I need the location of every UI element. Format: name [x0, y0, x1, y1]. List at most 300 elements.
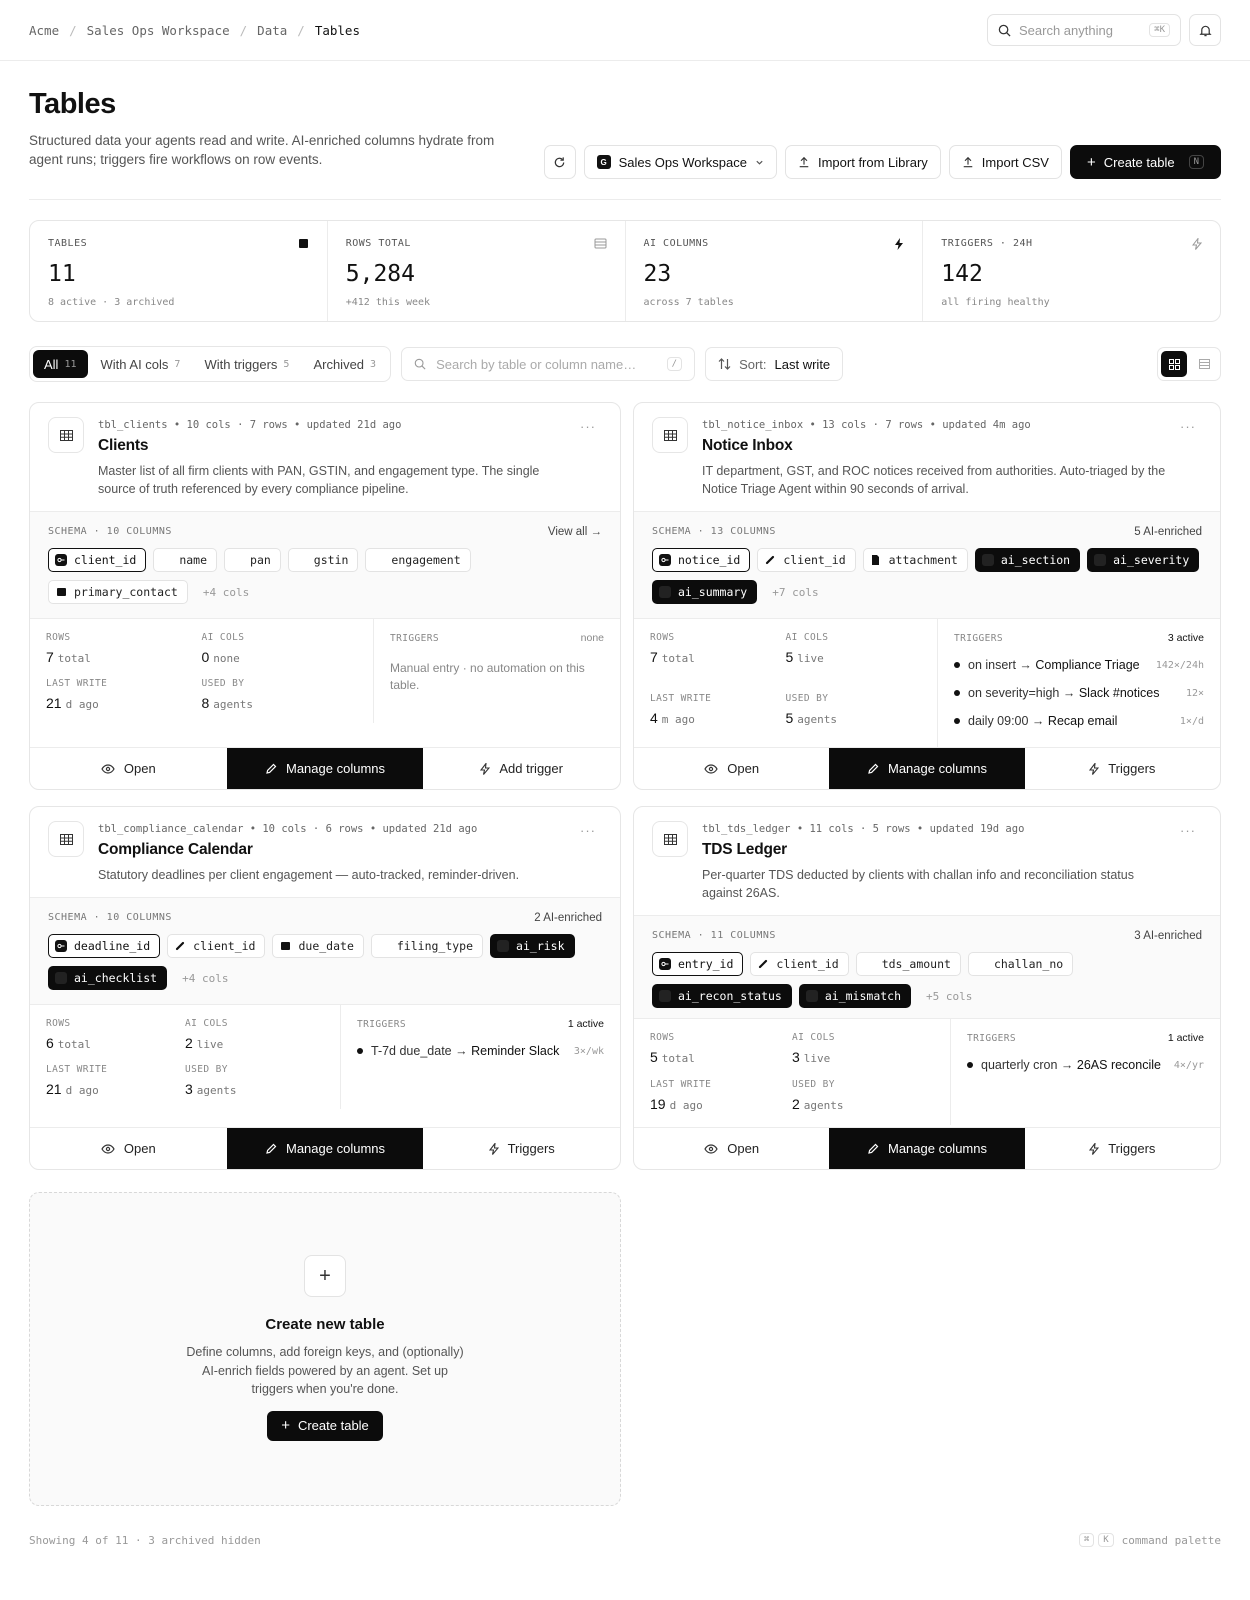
trigger-text — [968, 686, 1159, 700]
manage-columns-button[interactable] — [829, 1128, 1024, 1169]
column-chip[interactable] — [1087, 548, 1199, 572]
plus-icon: + — [281, 1417, 290, 1434]
upload-icon — [798, 156, 810, 168]
manage-columns-button[interactable] — [227, 748, 424, 789]
metric-number: 19 — [650, 1095, 666, 1112]
metric-label: USED BY — [792, 1078, 835, 1090]
schema-header — [48, 526, 602, 538]
table-search-input[interactable] — [401, 347, 695, 381]
text-icon — [160, 554, 172, 566]
ai-icon — [659, 990, 671, 1002]
filter-with-triggers[interactable] — [193, 350, 300, 378]
trigger-event: daily 09:00 → — [968, 714, 1045, 728]
column-chip[interactable] — [799, 984, 911, 1008]
file-icon — [870, 554, 882, 566]
ai-icon — [1094, 554, 1106, 566]
metric-value — [786, 649, 922, 665]
trigger-target: Reminder Slack — [471, 1044, 560, 1058]
sort-value: Last write — [774, 356, 831, 372]
metric-label: AI COLS — [201, 632, 245, 643]
key-icon — [659, 554, 671, 566]
more-options-icon[interactable]: ··· — [1180, 823, 1196, 838]
filter-count: 7 — [174, 358, 181, 370]
column-chips — [48, 548, 608, 604]
stat-sub: +412 this week — [345, 297, 431, 308]
metric-number: 5 — [785, 709, 794, 726]
page-header — [29, 88, 1221, 200]
cmd-key: ⌘ — [1079, 1533, 1094, 1547]
table-title[interactable]: TDS Ledger — [702, 841, 787, 858]
bolt-outline-icon — [1089, 1143, 1099, 1155]
text-icon — [863, 958, 875, 970]
filter-count: 11 — [64, 358, 77, 370]
list-view-button[interactable] — [1191, 351, 1217, 377]
metric-rows — [46, 1018, 185, 1051]
ai-icon — [55, 972, 67, 984]
bolt-outline-icon — [1089, 763, 1099, 775]
import-library-button[interactable] — [785, 145, 941, 179]
trigger-row[interactable] — [954, 714, 1204, 728]
search-icon — [998, 24, 1011, 37]
column-chip[interactable] — [750, 952, 848, 976]
plus-icon: + — [1086, 153, 1096, 171]
bolt-icon — [894, 238, 904, 250]
table-icon — [48, 821, 84, 857]
create-card-description: Define columns, add foreign keys, and (optionally) AI-enrich fields powered by an agent. Set up triggers when you're done. — [186, 1345, 464, 1396]
schema-summary[interactable]: View all → — [547, 526, 602, 538]
column-chip[interactable] — [652, 952, 743, 976]
breadcrumb-separator: / — [69, 22, 77, 38]
table-icon — [652, 417, 688, 453]
stat-label: TRIGGERS · 24H — [941, 238, 1033, 249]
metric-unit: total — [57, 1038, 91, 1051]
filter-label: With AI cols — [100, 356, 169, 372]
table-description: IT department, GST, and ROC notices received from authorities. Auto-triaged by the Notice Triage Agent within 90 seconds of arrival. — [702, 464, 1166, 496]
metric-unit: total — [661, 652, 695, 665]
triggers-count: 1 active — [567, 1018, 604, 1030]
status-dot — [954, 718, 960, 724]
triggers-button[interactable] — [423, 1128, 620, 1169]
metric-number: 3 — [185, 1081, 193, 1097]
column-name: due_date — [298, 939, 354, 953]
column-chip[interactable] — [652, 984, 792, 1008]
triggers-button-label: Triggers — [1108, 1141, 1156, 1156]
column-chip[interactable] — [48, 548, 146, 572]
triggers-count: 1 active — [1167, 1032, 1204, 1044]
breadcrumb-separator: / — [239, 22, 248, 38]
stat-value: 11 — [48, 261, 76, 287]
triggers-panel — [951, 1019, 1220, 1125]
import-library-label: Import from Library — [817, 154, 928, 170]
workspace-logo: G — [597, 155, 611, 169]
breadcrumb-item[interactable]: Data — [257, 22, 288, 38]
metric-label: LAST WRITE — [46, 678, 108, 689]
triggers-panel — [341, 1005, 620, 1109]
triggers-header — [357, 1018, 604, 1030]
filter-with-ai-cols[interactable] — [90, 350, 192, 378]
metric-number: 21 — [46, 695, 62, 711]
key-icon — [55, 940, 67, 952]
create-card-button[interactable] — [267, 1411, 383, 1441]
text-icon — [231, 554, 243, 566]
manage-columns-label: Manage columns — [887, 761, 987, 776]
metric-unit: agents — [797, 712, 838, 726]
triggers-button[interactable] — [1025, 748, 1220, 789]
stat-triggers — [923, 221, 1220, 321]
trigger-target: Recap email — [1047, 714, 1118, 728]
text-icon — [378, 940, 390, 952]
schema-header — [48, 912, 602, 924]
breadcrumb-item[interactable]: Acme — [29, 22, 60, 38]
status-dot — [967, 1062, 973, 1068]
metric-unit: total — [661, 1052, 695, 1065]
view-toggle — [1157, 347, 1221, 381]
triggers-header — [967, 1032, 1204, 1044]
column-name: tds_amount — [881, 957, 951, 971]
card-metrics — [30, 619, 620, 723]
stat-value: 23 — [643, 261, 672, 287]
metric-number: 0 — [201, 649, 210, 665]
triggers-count: none — [580, 632, 604, 644]
command-palette-label: command palette — [1121, 1533, 1221, 1547]
card-header — [30, 403, 620, 498]
sort-label: Sort: — [739, 356, 767, 372]
page-footer — [29, 1533, 1221, 1547]
metric-unit: m ago — [661, 712, 695, 726]
table-title[interactable]: Clients — [98, 437, 149, 454]
metrics-grid — [634, 1019, 951, 1125]
card-actions — [634, 747, 1220, 789]
metric-number: 5 — [650, 1049, 658, 1065]
column-chip[interactable] — [968, 952, 1073, 976]
metric-number: 3 — [792, 1049, 800, 1065]
table-title[interactable]: Compliance Calendar — [98, 841, 253, 858]
triggers-count: 3 active — [1167, 632, 1204, 644]
column-chip[interactable] — [652, 580, 757, 604]
metric-rows — [650, 632, 786, 680]
table-meta: tbl_tds_ledger • 11 cols · 5 rows • updated 19d ago — [702, 823, 1025, 835]
bell-icon — [1199, 24, 1212, 37]
chevron-down-icon — [755, 158, 764, 167]
metric-label: LAST WRITE — [46, 1064, 108, 1075]
metric-unit: total — [57, 652, 91, 665]
metric-value — [202, 649, 358, 665]
table-card — [29, 806, 621, 1170]
link-icon — [174, 940, 186, 952]
trigger-row[interactable] — [954, 658, 1204, 672]
open-button[interactable] — [634, 748, 829, 789]
metric-ai — [786, 632, 922, 680]
ai-icon — [982, 554, 994, 566]
table-card — [29, 402, 621, 790]
metric-value — [650, 1096, 792, 1112]
trigger-text — [968, 714, 1117, 728]
manage-columns-label: Manage columns — [887, 1141, 987, 1156]
column-chip[interactable] — [153, 548, 217, 572]
metric-rows — [46, 632, 202, 665]
header-actions — [544, 145, 1221, 179]
triggers-header — [954, 632, 1204, 644]
more-options-icon[interactable]: ··· — [580, 823, 596, 838]
trigger-row[interactable] — [357, 1044, 604, 1058]
metric-value — [202, 695, 358, 711]
metric-unit: agents — [196, 1084, 237, 1097]
metric-used-by — [786, 693, 922, 741]
workspace-label: Sales Ops Workspace — [618, 154, 747, 170]
column-name: filing_type — [396, 939, 474, 953]
pencil-icon — [265, 1143, 277, 1155]
shortcut-hint: / — [667, 357, 682, 371]
metric-unit: agents — [803, 1098, 844, 1112]
rows-icon — [594, 238, 607, 249]
metric-label: AI COLS — [785, 632, 829, 643]
metric-label: USED BY — [201, 678, 245, 689]
trigger-frequency: 4×/yr — [1173, 1059, 1204, 1071]
schema-label: SCHEMA · 13 COLUMNS — [652, 526, 776, 537]
create-card-title: Create new table — [265, 1316, 385, 1333]
shortcut-hint: N — [1189, 155, 1204, 169]
metric-value — [792, 1096, 934, 1112]
table-meta: tbl_compliance_calendar • 10 cols · 6 rows • updated 21d ago — [98, 823, 478, 835]
key-icon — [55, 554, 67, 566]
column-chip[interactable] — [167, 934, 265, 958]
column-name: primary_contact — [74, 585, 178, 599]
more-columns[interactable]: +4 cols — [202, 585, 250, 599]
filter-count: 3 — [370, 358, 377, 370]
metric-number: 7 — [650, 649, 658, 665]
stat-tables — [30, 221, 328, 321]
column-chip[interactable] — [224, 548, 281, 572]
sort-button[interactable] — [705, 347, 843, 381]
metric-last-write — [46, 678, 202, 711]
breadcrumb-current: Tables — [314, 22, 360, 38]
metrics-grid — [30, 619, 374, 723]
column-name: client_id — [74, 553, 137, 567]
column-chip[interactable] — [48, 580, 188, 604]
metric-unit: none — [213, 652, 240, 665]
metric-number: 7 — [46, 649, 54, 665]
search-placeholder: Search anything — [1019, 22, 1113, 38]
metric-label: ROWS — [46, 1018, 71, 1029]
column-chip[interactable] — [856, 952, 961, 976]
column-name: ai_risk — [516, 939, 565, 953]
column-chip[interactable] — [272, 934, 363, 958]
status-dot — [954, 662, 960, 668]
table-icon — [48, 417, 84, 453]
create-table-card[interactable] — [29, 1192, 621, 1506]
metric-label: USED BY — [185, 1064, 228, 1075]
metric-last-write — [46, 1064, 185, 1097]
trigger-row[interactable] — [967, 1058, 1204, 1072]
column-chip[interactable] — [288, 548, 359, 572]
column-name: ai_mismatch — [824, 989, 902, 1003]
more-columns[interactable]: +5 cols — [926, 989, 973, 1003]
trigger-text — [981, 1058, 1161, 1072]
column-name: attachment — [888, 553, 958, 567]
stat-sub: 8 active · 3 archived — [48, 297, 175, 308]
schema-summary: 5 AI-enriched — [1134, 526, 1202, 538]
column-chip[interactable] — [863, 548, 968, 572]
more-columns[interactable]: +4 cols — [182, 971, 229, 985]
trigger-event: T-7d due_date → — [371, 1044, 468, 1058]
workspace-select[interactable] — [584, 145, 777, 179]
metric-value — [46, 1081, 185, 1097]
schema-header — [652, 930, 1202, 942]
stat-ai-columns — [626, 221, 924, 321]
grid-view-button[interactable] — [1161, 351, 1187, 377]
card-header — [634, 807, 1220, 902]
column-chip[interactable] — [757, 548, 855, 572]
top-actions — [987, 14, 1221, 46]
stat-sub: across 7 tables — [643, 297, 734, 308]
create-table-label: Create table — [1103, 154, 1175, 170]
schema-summary: 3 AI-enriched — [1134, 930, 1202, 942]
shortcut-hint: ⌘K — [1149, 23, 1170, 37]
metric-unit: d ago — [669, 1098, 703, 1112]
open-label: Open — [727, 761, 760, 776]
pencil-icon — [867, 1143, 879, 1155]
metric-label: ROWS — [650, 632, 675, 643]
trigger-target: 26AS reconcile — [1076, 1058, 1161, 1072]
k-key: K — [1098, 1533, 1113, 1547]
refresh-icon — [553, 156, 566, 169]
metric-value — [786, 710, 922, 726]
column-chip[interactable] — [371, 934, 483, 958]
schema-label: SCHEMA · 10 COLUMNS — [48, 912, 172, 923]
metric-value — [650, 710, 786, 726]
metric-label: USED BY — [785, 692, 829, 704]
trigger-event: on insert → — [968, 658, 1032, 672]
refresh-button[interactable] — [544, 145, 576, 179]
breadcrumb — [29, 23, 360, 38]
column-chip[interactable] — [48, 934, 160, 958]
column-chip[interactable] — [652, 548, 750, 572]
table-card — [633, 806, 1221, 1170]
triggers-label: TRIGGERS — [967, 1032, 1016, 1044]
triggers-empty: Manual entry · no automation on this table. — [390, 661, 585, 692]
card-metrics — [634, 1019, 1220, 1125]
metric-number: 2 — [792, 1095, 800, 1112]
column-chips — [652, 952, 1212, 1008]
manage-columns-button[interactable] — [829, 748, 1024, 789]
metric-number: 5 — [785, 649, 794, 665]
text-icon — [975, 958, 987, 970]
metric-label: LAST WRITE — [650, 692, 712, 704]
import-csv-button[interactable] — [949, 145, 1062, 179]
column-name: gstin — [313, 553, 349, 567]
filter-archived[interactable] — [302, 350, 387, 378]
link-icon — [757, 958, 769, 970]
metric-value — [185, 1035, 324, 1051]
more-options-icon[interactable]: ··· — [580, 419, 596, 434]
metric-used-by — [185, 1064, 324, 1097]
eye-icon — [101, 1144, 115, 1154]
manage-columns-label: Manage columns — [286, 1141, 385, 1156]
column-chip[interactable] — [975, 548, 1080, 572]
triggers-button[interactable] — [423, 748, 620, 789]
open-label: Open — [727, 1141, 760, 1156]
schema-summary: 2 AI-enriched — [534, 912, 602, 924]
triggers-label: TRIGGERS — [357, 1018, 406, 1030]
column-chip[interactable] — [365, 548, 470, 572]
notifications-button[interactable] — [1189, 14, 1221, 46]
ai-icon — [806, 990, 818, 1002]
column-name: challan_no — [993, 957, 1064, 971]
search-placeholder: Search by table or column name… — [436, 356, 637, 372]
manage-columns-button[interactable] — [227, 1128, 424, 1169]
metric-number: 8 — [201, 695, 210, 711]
triggers-panel — [938, 619, 1220, 753]
column-name: client_id — [776, 957, 839, 971]
square-icon — [298, 238, 309, 249]
trigger-row[interactable] — [954, 686, 1204, 700]
triggers-header — [390, 632, 604, 644]
card-actions — [634, 1127, 1220, 1169]
bolt-outline-icon — [489, 1143, 499, 1155]
card-actions — [30, 747, 620, 789]
open-button[interactable] — [30, 1128, 227, 1169]
column-name: pan — [250, 553, 271, 567]
eye-icon — [704, 764, 718, 774]
open-button[interactable] — [634, 1128, 829, 1169]
metric-label: LAST WRITE — [650, 1078, 712, 1090]
more-columns[interactable]: +7 cols — [772, 585, 819, 599]
open-button[interactable] — [30, 748, 227, 789]
sort-icon — [718, 358, 731, 370]
metric-label: ROWS — [46, 632, 71, 643]
column-name: ai_recon_status — [678, 989, 782, 1003]
column-name: ai_section — [1000, 553, 1071, 567]
filter-bar — [29, 346, 1221, 382]
schema-header — [652, 526, 1202, 538]
more-options-icon[interactable]: ··· — [1180, 419, 1196, 434]
metric-ai — [792, 1032, 934, 1066]
triggers-button[interactable] — [1025, 1128, 1220, 1169]
metric-value — [46, 1035, 185, 1051]
filter-all[interactable] — [33, 350, 88, 378]
import-csv-label: Import CSV — [981, 154, 1049, 170]
create-table-button[interactable] — [1070, 145, 1221, 179]
top-bar — [0, 0, 1250, 61]
column-chip[interactable] — [490, 934, 574, 958]
metric-unit: live — [797, 652, 824, 665]
metric-value — [792, 1049, 934, 1065]
stat-label: AI COLUMNS — [643, 238, 709, 249]
filter-count: 5 — [283, 358, 290, 370]
column-chip[interactable] — [48, 966, 167, 990]
column-name: deadline_id — [74, 939, 151, 953]
status-dot — [954, 690, 960, 696]
table-title[interactable]: Notice Inbox — [702, 437, 793, 454]
trigger-frequency: 1×/d — [1179, 715, 1204, 727]
breadcrumb-item[interactable]: Sales Ops Workspace — [86, 22, 230, 38]
metric-rows — [650, 1032, 792, 1066]
metric-value — [46, 695, 202, 711]
metric-unit: d ago — [65, 1084, 99, 1097]
triggers-button-label: Add trigger — [499, 761, 563, 776]
pencil-icon — [265, 763, 277, 775]
schema-section — [634, 511, 1220, 619]
metric-used-by — [792, 1079, 934, 1113]
column-name: engagement — [391, 553, 461, 567]
column-name: client_id — [193, 939, 256, 953]
bolt-outline-icon — [480, 763, 490, 775]
command-palette-hint[interactable] — [1079, 1533, 1221, 1547]
global-search-input[interactable] — [987, 14, 1181, 46]
trigger-frequency: 12× — [1185, 687, 1204, 699]
text-icon — [295, 554, 307, 566]
metric-label: ROWS — [650, 1032, 675, 1043]
